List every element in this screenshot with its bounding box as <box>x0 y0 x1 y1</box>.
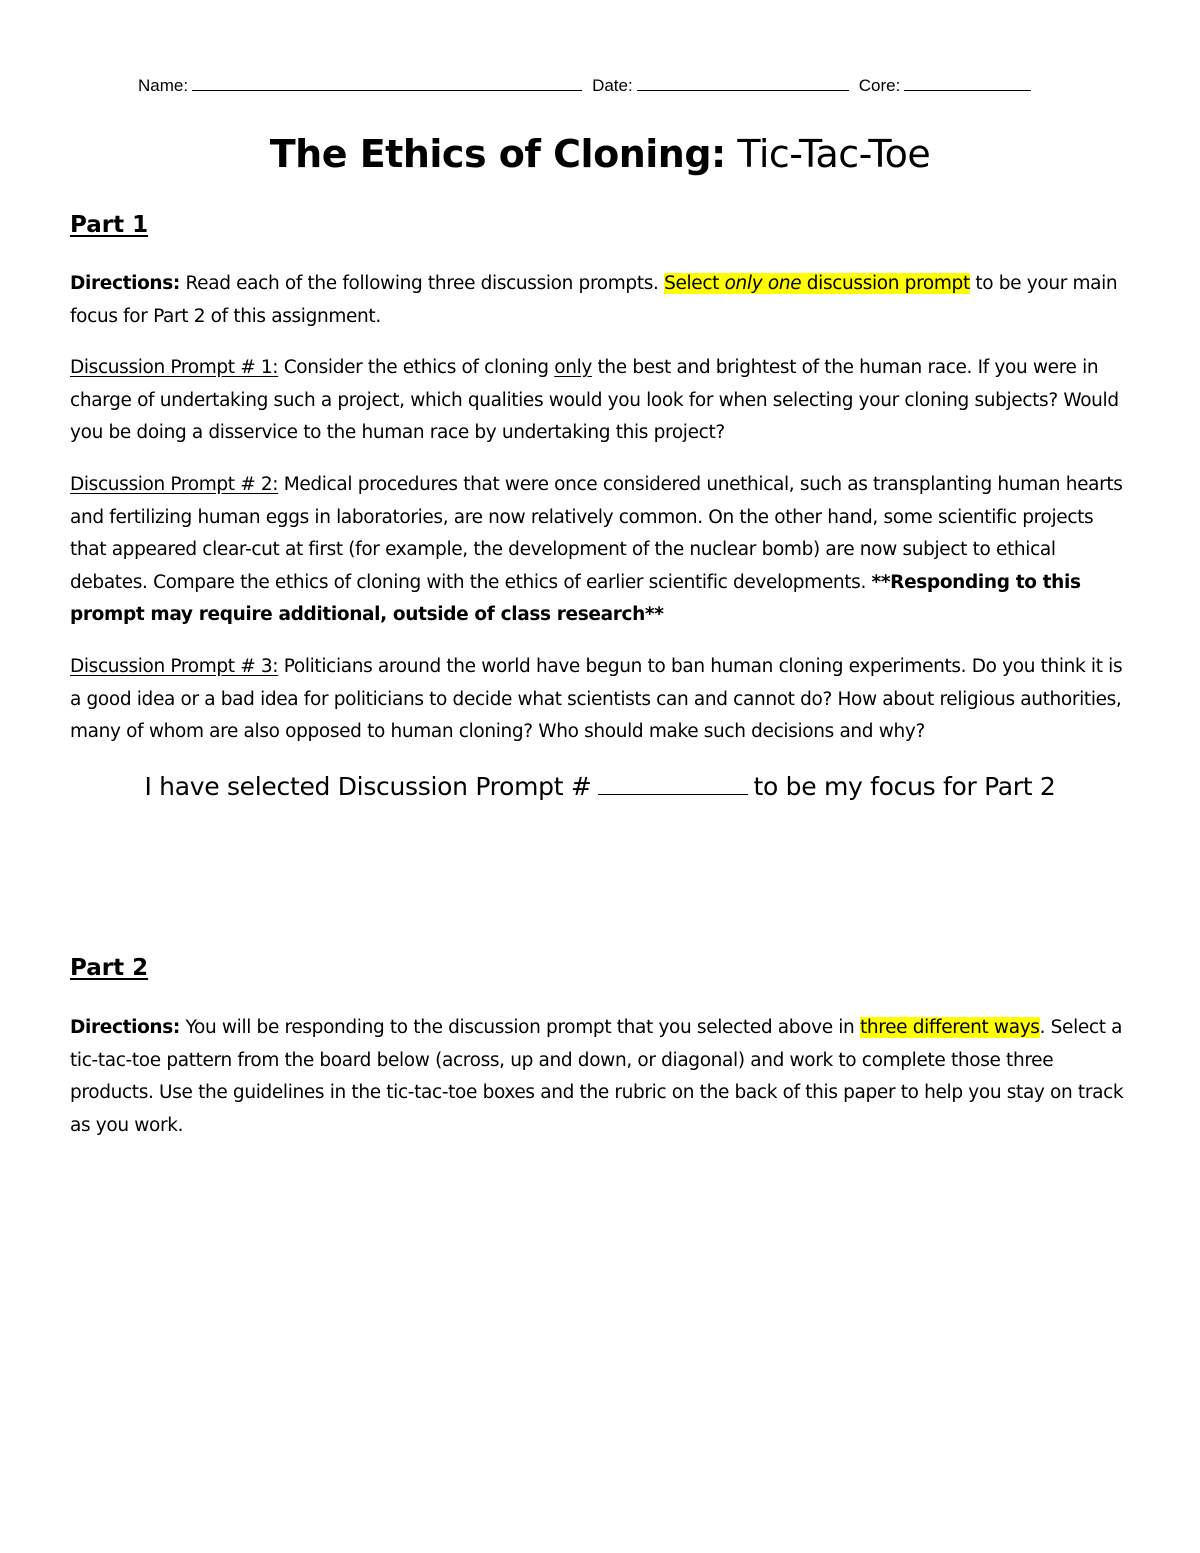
prompt-text: Consider the ethics of cloning <box>278 357 555 378</box>
directions-label: Directions: <box>70 273 180 294</box>
title-bold: The Ethics of Cloning: <box>269 132 726 176</box>
prompt-emphasis: only <box>554 357 592 378</box>
title-light: Tic-Tac-Toe <box>737 132 931 176</box>
core-label: Core: <box>858 76 901 95</box>
highlight-text-c: discussion prompt <box>801 273 970 294</box>
page-title <box>0 132 1200 176</box>
directions-text-end: . Select a tic-tac-toe pattern from the board below (across, up and down, or diagonal) and work to complete those three products. Use the guidelines in the tic-tac-toe boxes and the rubric on the back of this paper to help you stay on track as you work. <box>70 1017 1124 1136</box>
highlight-text-italic: only one <box>724 273 802 294</box>
highlight-three-ways: three different ways <box>859 1017 1040 1038</box>
discussion-prompt-1 <box>70 352 1135 450</box>
date-blank[interactable] <box>637 74 849 91</box>
selection-text-after: to be my focus for Part 2 <box>753 772 1056 801</box>
highlight-text-a: Select <box>664 273 725 294</box>
selection-text-before: I have selected Discussion Prompt # <box>144 772 592 801</box>
prompt-text-end: the best and brightest of the human race. If you were in charge of undertaking such a project, which qualities would you look for when selecting your cloning subjects? Would you be doing a disservice to the human race by undertaking this project? <box>70 357 1119 443</box>
research-note: **Responding to this prompt may require additional, outside of class research** <box>70 571 1081 625</box>
highlight-select <box>664 273 970 294</box>
part2-directions <box>70 1012 1135 1142</box>
part1-directions <box>70 268 1135 333</box>
prompt-label: Discussion Prompt # 2: <box>70 474 279 495</box>
header-fields <box>138 74 1041 96</box>
part1-heading: Part 1 <box>70 212 149 238</box>
prompt-number-blank[interactable] <box>598 772 748 795</box>
directions-text-end: to be your main focus for Part 2 of this assignment. <box>70 273 1118 327</box>
directions-text: Read each of the following three discussion prompts. <box>179 273 665 294</box>
selection-statement <box>0 772 1200 801</box>
discussion-prompt-3 <box>70 651 1135 749</box>
directions-label: Directions: <box>70 1017 180 1038</box>
prompt-text: Medical procedures that were once considered unethical, such as transplanting human hearts and fertilizing human eggs in laboratories, are now relatively common. On the other hand, some scientific projects that appeared clear-cut at first (for example, the development of the nuclear bomb) are now subject to ethical debates. Compare the ethics of cloning with the ethics of earlier scientific developments. <box>70 474 1123 593</box>
part2-heading: Part 2 <box>70 955 149 981</box>
name-label: Name: <box>138 76 189 95</box>
prompt-label: Discussion Prompt # 1: <box>70 357 279 378</box>
discussion-prompt-2 <box>70 469 1135 632</box>
directions-text: You will be responding to the discussion prompt that you selected above in <box>179 1017 860 1038</box>
date-label: Date: <box>592 76 633 95</box>
name-blank[interactable] <box>192 74 582 91</box>
core-blank[interactable] <box>904 74 1031 91</box>
prompt-text: Politicians around the world have begun to ban human cloning experiments. Do you think it is a good idea or a bad idea for politicians to decide what scientists can and cannot do? How about religious authorities, many of whom are also opposed to human cloning? Who should make such decisions and why? <box>70 656 1123 742</box>
prompt-label: Discussion Prompt # 3: <box>70 656 279 677</box>
